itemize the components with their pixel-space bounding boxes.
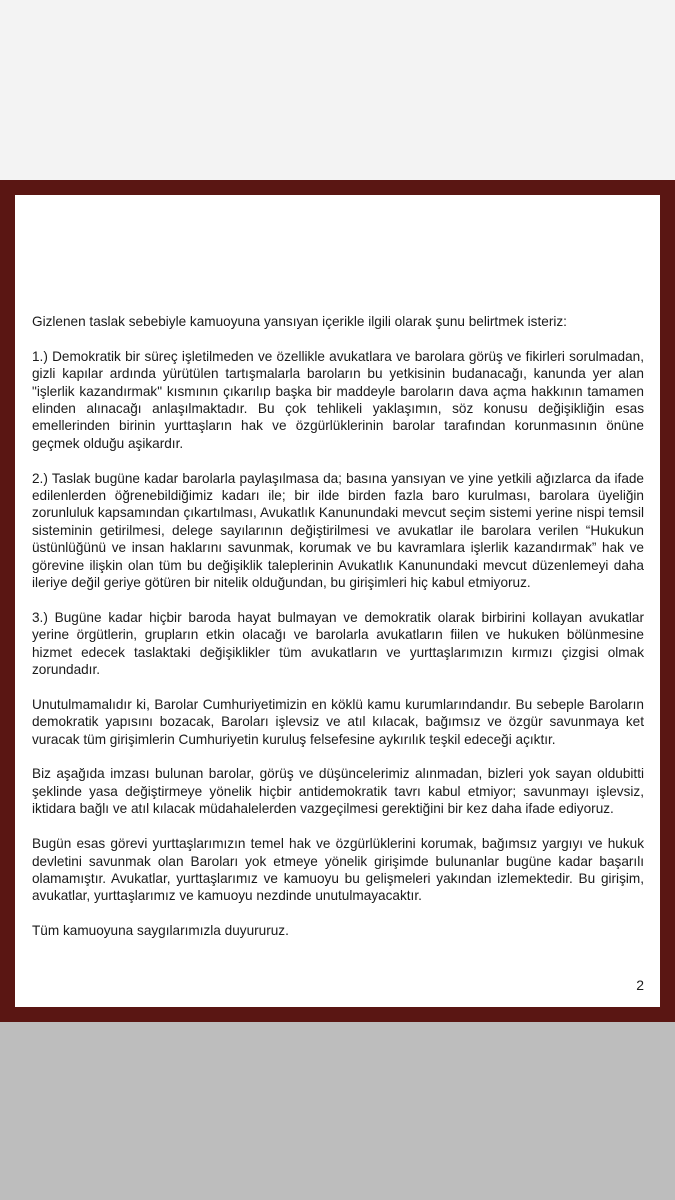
bottom-background — [0, 1022, 675, 1200]
paragraph-2: 2.) Taslak bugüne kadar barolarla paylaşılmasa da; basına yansıyan ve yine yetkili ağızlarca da ifade edilenlerden öğrenebildiğimiz kadarı ile; bir ilde birden fazla baro kurulması, barolara üyeliğin zorunluluk kapsamından çıkartılması, Avukatlık Kanunundaki mevcut seçim sistemi yerine nispi temsil sisteminin getirilmesi, delege sayılarının değiştirilmesi ve avukatlar ile barolara verilen “Hukukun üstünlüğünü ve insan haklarını savunmak, korumak ve bu kavramlara işlerlik kazandırmak” hak ve görevine ilişkin olan tüm bu değişiklik taleplerinin Avukatlık Kanunundaki mevcut düzenlemeyi daha ileriye değil geriye götüren bir nitelik olduğundan, bu girişimleri hiç kabul etmiyoruz. — [32, 470, 644, 591]
closing-paragraph: Tüm kamuoyuna saygılarımızla duyururuz. — [32, 923, 289, 939]
document-body — [32, 313, 644, 957]
document-page — [15, 195, 660, 1007]
top-background — [0, 0, 675, 180]
paragraph-5: Biz aşağıda imzası bulunan barolar, görüş ve düşüncelerimiz alınmadan, bizleri yok sayan oldubitti şeklinde yasa değiştirmeye yönelik hiçbir antidemokratik tavrı kabul etmiyor; savunmayı işlevsiz, iktidara bağlı ve atıl kılacak müdahalelerden vazgeçilmesi gerektiğini bir kez daha ifade ediyoruz. — [32, 766, 644, 817]
paragraph-6: Bugün esas görevi yurttaşlarımızın temel hak ve özgürlüklerini korumak, bağımsız yargıyı ve hukuk devletini savunmak olan Baroları yok etmeye yönelik girişimde bulunanlar bugüne kadar başarılı olamamıştır. Avukatlar, yurttaşlarımız ve kamuoyu bu gelişmeleri yakından izlemektedir. Bu girişim, avukatlar, yurttaşlarımız ve kamuoyu nezdinde unutulmayacaktır. — [32, 836, 644, 904]
intro-paragraph: Gizlenen taslak sebebiyle kamuoyuna yansıyan içerikle ilgili olarak şunu belirtmek isteriz: — [32, 314, 567, 329]
page-number: 2 — [636, 977, 644, 993]
paragraph-3: 3.) Bugüne kadar hiçbir baroda hayat bulmayan ve demokratik olarak birbirini kollayan avukatlar yerine örgütlerin, grupların etkin olacağı ve barolarla avukatların fiilen ve hukuken bölünmesine hizmet edecek taslaktaki değişiklikler tüm avukatların ve yurttaşlarımızın kırmızı çizgisi olmak zorundadır. — [32, 609, 644, 678]
paragraph-4: Unutulmamalıdır ki, Barolar Cumhuriyetimizin en köklü kamu kurumlarındandır. Bu sebeple Baroların demokratik yapısını bozacak, Baroları işlevsiz ve atıl kılacak, bağımsız ve özgür savunmaya ket vuracak tüm girişimlerin Cumhuriyetin kuruluş felsefesine aykırılık teşkil edeceği açıktır. — [32, 696, 644, 747]
paragraph-1: 1.) Demokratik bir süreç işletilmeden ve özellikle avukatlara ve barolara görüş ve fikirleri sorulmadan, gizli kapılar ardında yürütülen tartışmalarla baroların bu yetkisinin budanacağı, kanunda yer alan "işlerlik kazandırmak" kısmının çıkarılıp başka bir maddeyle baroların dava açma hakkının tamamen elinden alınacağı anlaşılmaktadır. Bu çok tehlikeli yaklaşımın, söz konusu değişikliğin esas emellerinden birinin yurttaşların hak ve özgürlüklerinin barolar tarafından korunmasının önüne geçmek olduğu aşikardır. — [32, 348, 644, 451]
document-frame — [0, 180, 675, 1022]
